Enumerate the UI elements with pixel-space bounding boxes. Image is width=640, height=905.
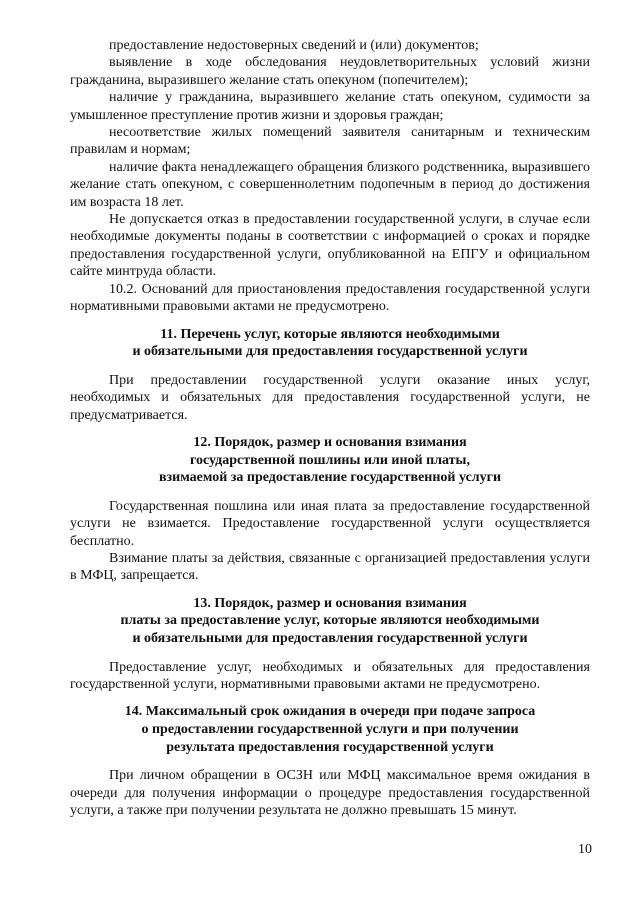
paragraph: Государственная пошлина или иная плата за предоставление государственной услуги не взимается. Предоставление государственной услуги осуществляется бесплатно. (70, 498, 590, 549)
section-heading-12 (70, 434, 590, 487)
heading-line: и обязательными для предоставления государственной услуги (132, 344, 528, 360)
heading-line: взимаемой за предоставление государственной услуги (158, 470, 502, 486)
paragraph: Предоставление услуг, необходимых и обязательных для предоставления государственной услуги, нормативными правовыми актами не предусмотрено. (70, 659, 590, 692)
paragraph: Не допускается отказ в предоставлении государственной услуги, в случае если необходимые документы поданы в соответствии с информацией о сроках и порядке предоставления государственной услуги, опубликованной на ЕПГУ и официальном сайте минтруда области. (70, 212, 590, 280)
heading-line: и обязательными для предоставления государственной услуги (132, 630, 528, 646)
paragraph: При личном обращении в ОСЗН или МФЦ максимальное время ожидания в очереди для получения информации о процедуре предоставления государственной услуги, а также при получении результата не должно превышать 15 минут. (70, 768, 590, 818)
heading-line: 13. Порядок, размер и основания взимания (193, 595, 467, 611)
paragraph: несоответствие жилых помещений заявителя санитарным и техническим правилам и нормам; (70, 125, 590, 158)
heading-line: государственной пошлины или иной платы, (190, 452, 470, 468)
heading-line: платы за предоставление услуг, которые являются необходимыми (120, 613, 540, 629)
paragraph: При предоставлении государственной услуги оказание иных услуг, необходимых и обязательных для предоставления государственной услуги, не предусматривается. (70, 372, 590, 423)
page-number: 10 (578, 842, 592, 857)
heading-line: 12. Порядок, размер и основания взимания (193, 434, 467, 450)
section-heading-13 (70, 595, 590, 648)
paragraph: предоставление недостоверных сведений и (или) документов; (109, 38, 479, 53)
heading-line: о предоставлении государственной услуги и при получении (141, 721, 519, 737)
heading-line: 14. Максимальный срок ожидания в очереди при подаче запроса (124, 704, 536, 720)
paragraph: Взимание платы за действия, связанные с организацией предоставления услуги в МФЦ, запрещается. (70, 550, 590, 584)
paragraph: выявление в ходе обследования неудовлетворительных условий жизни гражданина, выразившего желание стать опекуном (попечителем); (70, 55, 590, 88)
page-body (70, 37, 590, 819)
heading-line: результата предоставления государственной услуги (166, 739, 494, 755)
section-heading-14 (70, 703, 590, 756)
paragraph: наличие у гражданина, выразившего желание стать опекуном, судимости за умышленное преступление против жизни и здоровья граждан; (70, 90, 590, 123)
section-heading-11 (70, 326, 590, 361)
paragraph: наличие факта ненадлежащего обращения близкого родственника, выразившего желание стать опекуном, с совершеннолетним подопечным в период до достижения им возраста 18 лет. (70, 159, 590, 210)
heading-line: 11. Перечень услуг, которые являются необходимыми (160, 326, 500, 342)
paragraph: 10.2. Оснований для приостановления предоставления государственной услуги нормативными правовыми актами не предусмотрено. (70, 281, 590, 315)
